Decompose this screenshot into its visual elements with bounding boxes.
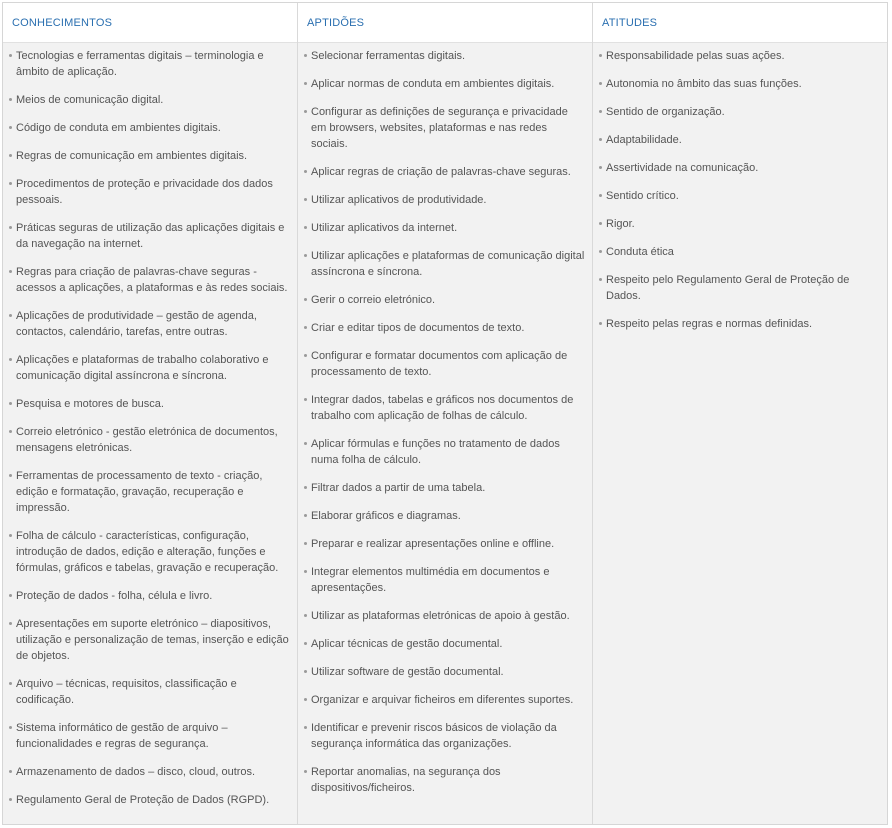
- bullet-icon: [9, 270, 12, 273]
- list-item-text: Procedimentos de proteção e privacidade dos dados pessoais.: [16, 178, 273, 206]
- bullet-icon: [304, 614, 307, 617]
- list-item: [9, 120, 291, 136]
- list-item: [304, 392, 586, 424]
- list-item: [304, 164, 586, 180]
- bullet-icon: [9, 154, 12, 157]
- list-item: [9, 264, 291, 296]
- bullet-icon: [304, 254, 307, 257]
- list-item: [304, 292, 586, 308]
- list-item: [304, 664, 586, 680]
- list-item-text: Utilizar aplicações e plataformas de comunicação digital assíncrona e síncrona.: [311, 250, 585, 278]
- list-item: [599, 48, 881, 64]
- column-header: ATITUDES: [593, 3, 887, 43]
- bullet-icon: [9, 682, 12, 685]
- list-item: [599, 76, 881, 92]
- list-item-text: Sentido crítico.: [606, 190, 679, 202]
- bullet-icon: [304, 198, 307, 201]
- bullet-icon: [304, 54, 307, 57]
- list-item: [304, 480, 586, 496]
- list-item-text: Configurar as definições de segurança e privacidade em browsers, websites, plataformas e nas redes sociais.: [311, 106, 568, 150]
- list-item-text: Filtrar dados a partir de uma tabela.: [311, 482, 486, 494]
- list-item-text: Autonomia no âmbito das suas funções.: [606, 78, 802, 90]
- list-item-text: Utilizar aplicativos de produtividade.: [311, 194, 487, 206]
- list-item: [599, 272, 881, 304]
- column-aptidoes: [298, 3, 593, 824]
- bullet-icon: [599, 166, 602, 169]
- bullet-icon: [304, 698, 307, 701]
- bullet-icon: [304, 82, 307, 85]
- list-item: [304, 608, 586, 624]
- list-item: [304, 436, 586, 468]
- bullet-icon: [599, 110, 602, 113]
- bullet-icon: [304, 486, 307, 489]
- list-item: [304, 192, 586, 208]
- list-item-text: Ferramentas de processamento de texto - criação, edição e formatação, gravação, recuperação e impressão.: [16, 470, 263, 514]
- list-item: [304, 536, 586, 552]
- bullet-icon: [9, 474, 12, 477]
- list-item-text: Armazenamento de dados – disco, cloud, outros.: [16, 766, 256, 778]
- list-item-text: Regras de comunicação em ambientes digitais.: [16, 150, 248, 162]
- list-item-text: Integrar dados, tabelas e gráficos nos documentos de trabalho com aplicação de folhas de cálculo.: [311, 394, 574, 422]
- list-item: [599, 160, 881, 176]
- list-item: [9, 676, 291, 708]
- list-item: [9, 792, 291, 808]
- list-item-text: Integrar elementos multimédia em documentos e apresentações.: [311, 566, 550, 594]
- list-item-text: Correio eletrónico - gestão eletrónica de documentos, mensagens eletrónicas.: [16, 426, 278, 454]
- list-item-text: Aplicar normas de conduta em ambientes digitais.: [311, 78, 555, 90]
- bullet-icon: [599, 250, 602, 253]
- list-item: [599, 244, 881, 260]
- column-header: APTIDÕES: [298, 3, 592, 43]
- list-item-text: Organizar e arquivar ficheiros em diferentes suportes.: [311, 694, 574, 706]
- bullet-icon: [9, 358, 12, 361]
- column-atitudes: [593, 3, 887, 824]
- list-item-text: Folha de cálculo - características, configuração, introdução de dados, edição e alteração, funções e fórmulas, gráficos e tabelas, gravação e recuperação.: [16, 530, 279, 574]
- list-item-text: Assertividade na comunicação.: [606, 162, 759, 174]
- items-list: [593, 43, 887, 824]
- list-item-text: Aplicações de produtividade – gestão de agenda, contactos, calendário, tarefas, entre outras.: [16, 310, 257, 338]
- bullet-icon: [9, 534, 12, 537]
- list-item-text: Código de conduta em ambientes digitais.: [16, 122, 221, 134]
- list-item-text: Aplicar regras de criação de palavras-chave seguras.: [311, 166, 571, 178]
- bullet-icon: [304, 226, 307, 229]
- list-item: [304, 692, 586, 708]
- bullet-icon: [9, 226, 12, 229]
- bullet-icon: [599, 194, 602, 197]
- list-item-text: Reportar anomalias, na segurança dos dispositivos/ficheiros.: [311, 766, 501, 794]
- bullet-icon: [9, 314, 12, 317]
- list-item-text: Utilizar aplicativos da internet.: [311, 222, 458, 234]
- bullet-icon: [304, 542, 307, 545]
- list-item-text: Preparar e realizar apresentações online e offline.: [311, 538, 555, 550]
- list-item-text: Regras para criação de palavras-chave seguras - acessos a aplicações, a plataformas e às redes sociais.: [16, 266, 288, 294]
- list-item: [599, 132, 881, 148]
- list-item: [304, 76, 586, 92]
- list-item: [304, 104, 586, 152]
- list-item: [304, 48, 586, 64]
- list-item-text: Responsabilidade pelas suas ações.: [606, 50, 785, 62]
- list-item-text: Conduta ética: [606, 246, 674, 258]
- bullet-icon: [9, 126, 12, 129]
- list-item-text: Regulamento Geral de Proteção de Dados (RGPD).: [16, 794, 270, 806]
- list-item: [599, 216, 881, 232]
- list-item-text: Respeito pelas regras e normas definidas.: [606, 318, 813, 330]
- bullet-icon: [304, 398, 307, 401]
- list-item: [9, 528, 291, 576]
- list-item-text: Proteção de dados - folha, célula e livro.: [16, 590, 213, 602]
- list-item-text: Identificar e prevenir riscos básicos de violação da segurança informática das organizações.: [311, 722, 557, 750]
- bullet-icon: [9, 726, 12, 729]
- bullet-icon: [599, 278, 602, 281]
- list-item-text: Utilizar as plataformas eletrónicas de apoio à gestão.: [311, 610, 570, 622]
- list-item-text: Respeito pelo Regulamento Geral de Proteção de Dados.: [606, 274, 850, 302]
- bullet-icon: [304, 326, 307, 329]
- bullet-icon: [9, 622, 12, 625]
- list-item-text: Sentido de organização.: [606, 106, 725, 118]
- list-item: [9, 92, 291, 108]
- list-item: [304, 248, 586, 280]
- list-item: [9, 720, 291, 752]
- list-item-text: Configurar e formatar documentos com aplicação de processamento de texto.: [311, 350, 568, 378]
- list-item: [9, 176, 291, 208]
- list-item: [9, 588, 291, 604]
- list-item-text: Selecionar ferramentas digitais.: [311, 50, 466, 62]
- list-item-text: Arquivo – técnicas, requisitos, classificação e codificação.: [16, 678, 237, 706]
- list-item: [9, 396, 291, 412]
- list-item: [9, 48, 291, 80]
- list-item: [9, 424, 291, 456]
- list-item: [304, 720, 586, 752]
- items-list: [298, 43, 592, 824]
- list-item: [9, 148, 291, 164]
- bullet-icon: [304, 514, 307, 517]
- bullet-icon: [599, 138, 602, 141]
- list-item-text: Adaptabilidade.: [606, 134, 682, 146]
- list-item: [304, 508, 586, 524]
- list-item-text: Pesquisa e motores de busca.: [16, 398, 164, 410]
- list-item-text: Práticas seguras de utilização das aplicações digitais e da navegação na internet.: [16, 222, 285, 250]
- bullet-icon: [599, 54, 602, 57]
- list-item-text: Elaborar gráficos e diagramas.: [311, 510, 461, 522]
- bullet-icon: [304, 570, 307, 573]
- bullet-icon: [304, 670, 307, 673]
- list-item: [9, 616, 291, 664]
- list-item: [304, 348, 586, 380]
- list-item-text: Aplicar técnicas de gestão documental.: [311, 638, 503, 650]
- list-item: [304, 320, 586, 336]
- bullet-icon: [304, 642, 307, 645]
- list-item: [304, 636, 586, 652]
- column-conhecimentos: [3, 3, 298, 824]
- list-item-text: Sistema informático de gestão de arquivo – funcionalidades e regras de segurança.: [16, 722, 228, 750]
- bullet-icon: [304, 354, 307, 357]
- list-item: [304, 220, 586, 236]
- list-item: [9, 308, 291, 340]
- bullet-icon: [599, 322, 602, 325]
- bullet-icon: [9, 98, 12, 101]
- list-item: [599, 316, 881, 332]
- bullet-icon: [599, 222, 602, 225]
- items-list: [3, 43, 297, 824]
- list-item: [599, 188, 881, 204]
- bullet-icon: [9, 54, 12, 57]
- list-item-text: Gerir o correio eletrónico.: [311, 294, 436, 306]
- column-header: CONHECIMENTOS: [3, 3, 297, 43]
- list-item-text: Tecnologias e ferramentas digitais – terminologia e âmbito de aplicação.: [16, 50, 264, 78]
- bullet-icon: [304, 110, 307, 113]
- bullet-icon: [9, 798, 12, 801]
- list-item-text: Apresentações em suporte eletrónico – diapositivos, utilização e personalização de temas, inserção e edição de objetos.: [16, 618, 289, 662]
- list-item: [9, 352, 291, 384]
- bullet-icon: [304, 298, 307, 301]
- list-item-text: Aplicar fórmulas e funções no tratamento de dados numa folha de cálculo.: [311, 438, 560, 466]
- bullet-icon: [9, 182, 12, 185]
- list-item-text: Criar e editar tipos de documentos de texto.: [311, 322, 525, 334]
- bullet-icon: [304, 770, 307, 773]
- bullet-icon: [304, 170, 307, 173]
- list-item: [9, 220, 291, 252]
- list-item: [9, 764, 291, 780]
- bullet-icon: [9, 770, 12, 773]
- list-item: [304, 764, 586, 796]
- bullet-icon: [304, 726, 307, 729]
- list-item-text: Meios de comunicação digital.: [16, 94, 164, 106]
- bullet-icon: [9, 594, 12, 597]
- competencies-table: [2, 2, 888, 825]
- list-item: [9, 468, 291, 516]
- list-item-text: Rigor.: [606, 218, 635, 230]
- bullet-icon: [304, 442, 307, 445]
- list-item: [304, 564, 586, 596]
- list-item-text: Utilizar software de gestão documental.: [311, 666, 504, 678]
- list-item-text: Aplicações e plataformas de trabalho colaborativo e comunicação digital assíncrona e síncrona.: [16, 354, 269, 382]
- list-item: [599, 104, 881, 120]
- bullet-icon: [9, 430, 12, 433]
- bullet-icon: [599, 82, 602, 85]
- bullet-icon: [9, 402, 12, 405]
